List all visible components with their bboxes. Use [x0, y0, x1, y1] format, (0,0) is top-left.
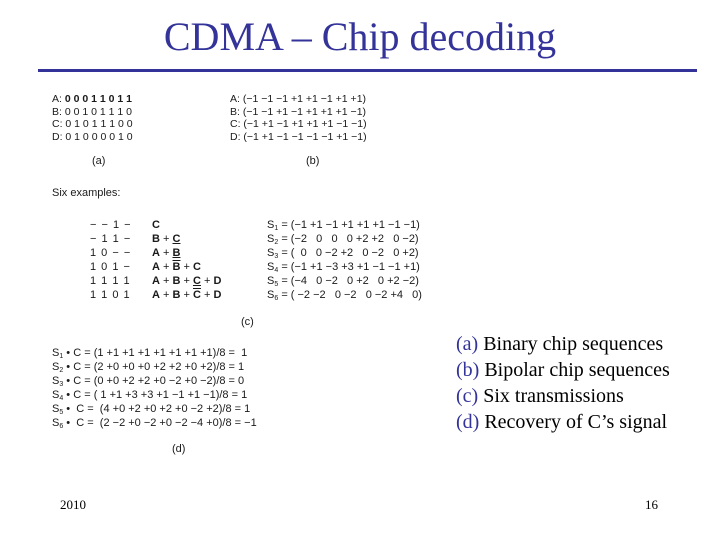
figure-a-caption: (a) — [92, 155, 106, 167]
signal-symbol: S — [267, 289, 275, 301]
recovery-row-3 — [52, 374, 257, 388]
legend-text: Binary chip sequences — [478, 333, 664, 355]
transmission-combinations — [90, 218, 221, 302]
binary-row-a — [52, 93, 133, 106]
signal-symbol: S — [52, 403, 60, 415]
slide-title: CDMA – Chip decoding — [163, 14, 557, 59]
row-bits: 0 1 0 0 0 0 1 0 — [65, 130, 133, 143]
combo-row-4 — [90, 260, 221, 274]
row-label: D: — [52, 130, 63, 143]
station: B — [172, 275, 181, 287]
combo-row-1 — [90, 218, 221, 232]
transmission-sums — [267, 218, 422, 302]
signal-symbol: S — [52, 389, 60, 401]
signal-index: 5 — [274, 281, 279, 288]
row-bits: 0 0 1 0 1 1 1 0 — [64, 105, 132, 118]
row-label: A: — [230, 93, 240, 105]
recovery-row-5 — [52, 402, 257, 416]
signal-index: 4 — [59, 395, 64, 402]
plus: + — [200, 275, 214, 287]
station: D — [213, 289, 222, 301]
row-label: C: — [230, 118, 241, 130]
sum-row-5 — [267, 274, 422, 288]
legend-item-d — [456, 409, 670, 435]
binary-row-c — [52, 118, 133, 131]
signal-symbol: S — [267, 247, 275, 259]
signal-recovery — [52, 346, 257, 430]
legend-text: Bipolar chip sequences — [479, 359, 670, 381]
dot-product: • C = (1 +1 +1 +1 +1 +1 +1 +1)/8 = 1 — [63, 347, 248, 359]
sum-row-4 — [267, 260, 422, 274]
station: A — [152, 275, 160, 287]
six-examples-heading: Six examples: — [52, 187, 121, 199]
legend-item-b — [456, 357, 670, 383]
combo-row-5 — [90, 274, 221, 288]
signal-index: 1 — [59, 353, 64, 360]
signal-symbol: S — [52, 375, 60, 387]
recovery-row-6 — [52, 416, 257, 430]
plus: + — [159, 247, 173, 259]
signal-values: = (−2 0 0 0 +2 +2 0 −2) — [281, 233, 419, 245]
combo-row-2 — [90, 232, 221, 246]
signal-index: 6 — [274, 295, 279, 302]
recovery-row-1 — [52, 346, 257, 360]
dot-product: • C = (2 +0 +0 +0 +2 +2 +0 +2)/8 = 1 — [63, 361, 245, 373]
signal-symbol: S — [267, 219, 275, 231]
signal-values: = ( −2 −2 0 −2 0 −2 +4 0) — [281, 289, 422, 301]
signal-values: = (−1 +1 −3 +3 +1 −1 −1 +1) — [281, 261, 420, 273]
dot-product: • C = (4 +0 +2 +0 +2 +0 −2 +2)/8 = 1 — [63, 403, 251, 415]
plus: + — [180, 261, 193, 273]
station-inverted: $\overline{C}$ — [193, 289, 201, 301]
legend-text: Six transmissions — [478, 385, 624, 407]
legend-item-a — [456, 331, 670, 357]
combo-row-6 — [90, 288, 221, 302]
signal-values: = (−1 +1 −1 +1 +1 +1 −1 −1) — [281, 219, 420, 231]
binary-chip-sequences — [52, 93, 133, 143]
plus: + — [159, 233, 173, 245]
bipolar-row-c — [230, 118, 367, 131]
signal-index: 5 — [59, 409, 64, 416]
bit-pattern: 1 1 1 1 — [90, 275, 131, 287]
station: A — [152, 289, 160, 301]
signal-symbol: S — [52, 347, 60, 359]
station: C — [193, 275, 201, 287]
row-label: A: — [52, 93, 62, 105]
signal-index: 3 — [274, 253, 279, 260]
bit-pattern: 1 0 − − — [90, 247, 132, 259]
plus: + — [159, 289, 173, 301]
bit-pattern: − − 1 − — [90, 219, 132, 231]
figure-b-caption: (b) — [306, 155, 320, 167]
station: C — [193, 261, 201, 273]
station: B — [172, 289, 181, 301]
bipolar-chip-sequences — [230, 93, 367, 143]
row-chips: (−1 −1 +1 −1 +1 +1 +1 −1) — [242, 105, 367, 118]
title-divider — [38, 69, 697, 72]
signal-index: 6 — [59, 423, 64, 430]
footer-year: 2010 — [60, 497, 86, 512]
row-bits: 0 1 0 1 1 1 0 0 — [65, 118, 133, 130]
signal-index: 2 — [274, 239, 279, 246]
plus: + — [159, 275, 173, 287]
station-sum — [152, 232, 180, 246]
station-sum — [152, 274, 221, 288]
row-label: D: — [230, 130, 241, 143]
station: A — [152, 261, 160, 273]
signal-symbol: S — [52, 417, 60, 429]
dot-product: • C = ( 1 +1 +3 +3 +1 −1 +1 −1)/8 = 1 — [63, 389, 248, 401]
figure-c-caption: (c) — [241, 316, 254, 328]
row-chips: (−1 +1 −1 +1 +1 +1 −1 −1) — [243, 118, 367, 130]
combo-row-3 — [90, 246, 221, 260]
station: A — [152, 247, 160, 259]
signal-index: 2 — [59, 367, 64, 374]
sum-row-1 — [267, 218, 422, 232]
signal-symbol: S — [267, 261, 275, 273]
bit-pattern: − 1 1 − — [90, 233, 132, 245]
sum-row-2 — [267, 232, 422, 246]
bipolar-row-b — [230, 106, 367, 119]
signal-values: = (−4 0 −2 0 +2 0 +2 −2) — [281, 275, 419, 287]
station: C — [172, 233, 181, 245]
binary-row-d — [52, 131, 133, 144]
recovery-row-2 — [52, 360, 257, 374]
bit-pattern: 1 1 0 1 — [90, 289, 131, 301]
station-sum — [152, 246, 180, 260]
signal-index: 1 — [274, 225, 279, 232]
plus: + — [200, 289, 214, 301]
station-inverted: $\overline{B}$ — [172, 261, 181, 273]
row-chips: (−1 +1 −1 −1 −1 −1 +1 −1) — [243, 130, 367, 143]
slide-number: 16 — [645, 497, 658, 512]
station-sum — [152, 218, 160, 232]
plus: + — [180, 275, 193, 287]
dot-product: • C = (0 +0 +2 +2 +0 −2 +0 −2)/8 = 0 — [63, 375, 245, 387]
legend-prefix: (a) — [456, 333, 479, 355]
legend-prefix: (d) — [456, 411, 480, 433]
sum-row-3 — [267, 246, 422, 260]
row-chips: (−1 −1 −1 +1 +1 −1 +1 +1) — [242, 93, 367, 105]
signal-index: 4 — [274, 267, 279, 274]
legend-item-c — [456, 383, 670, 409]
signal-symbol: S — [267, 275, 275, 287]
figure-legend — [456, 331, 670, 435]
station-inverted: B — [172, 247, 181, 259]
plus: + — [180, 289, 193, 301]
row-label: B: — [230, 105, 240, 118]
dot-product: • C = (2 −2 +0 −2 +0 −2 −4 +0)/8 = −1 — [63, 417, 257, 429]
station-sum — [152, 288, 221, 302]
legend-prefix: (b) — [456, 359, 480, 381]
legend-text: Recovery of C’s signal — [479, 411, 668, 433]
signal-index: 3 — [59, 381, 64, 388]
binary-row-b — [52, 106, 133, 119]
bipolar-row-a — [230, 93, 367, 106]
figure-d-caption: (d) — [172, 443, 186, 455]
bipolar-row-d — [230, 131, 367, 144]
signal-values: = ( 0 0 −2 +2 0 −2 0 +2) — [281, 247, 419, 259]
station: C — [152, 219, 160, 231]
station: D — [213, 275, 222, 287]
row-label: C: — [52, 118, 63, 130]
legend-prefix: (c) — [456, 385, 479, 407]
signal-symbol: S — [267, 233, 275, 245]
station: B — [152, 233, 160, 245]
recovery-row-4 — [52, 388, 257, 402]
row-bits: 0 0 0 1 1 0 1 1 — [64, 93, 132, 105]
signal-symbol: S — [52, 361, 60, 373]
station-sum — [152, 260, 201, 274]
row-label: B: — [52, 105, 62, 118]
sum-row-6 — [267, 288, 422, 302]
bit-pattern: 1 0 1 − — [90, 261, 131, 273]
plus: + — [159, 261, 173, 273]
